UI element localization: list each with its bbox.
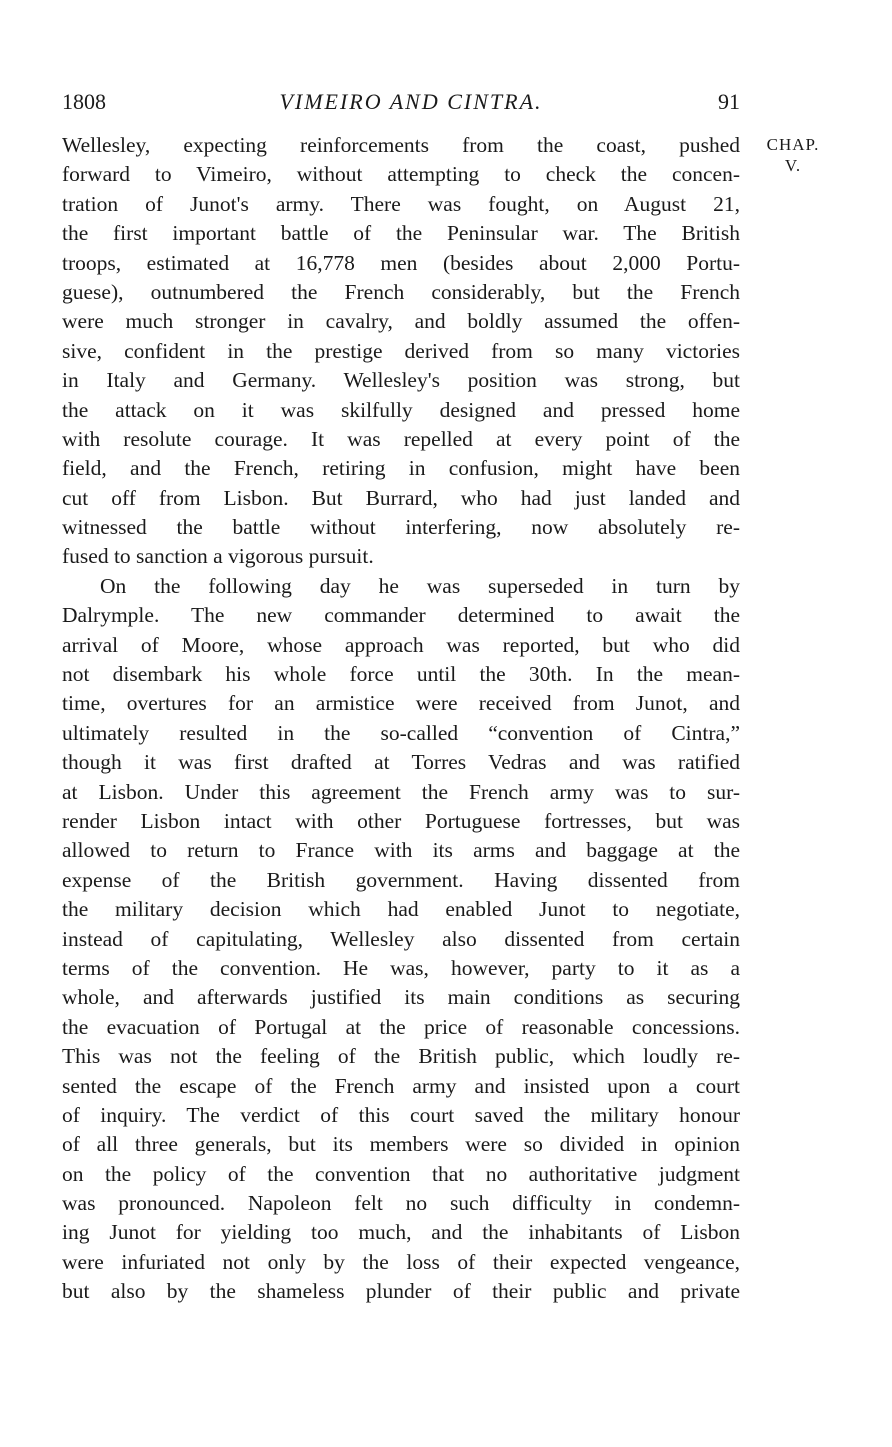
- running-head-year: 1808: [62, 89, 106, 114]
- text-line: allowed to return to France with its arms and baggage at the: [62, 838, 740, 863]
- text-line: arrival of Moore, whose approach was reported, but who did: [62, 632, 740, 657]
- text-line: with resolute courage. It was repelled at every point of the: [62, 426, 740, 451]
- text-line: terms of the convention. He was, however, party to it as a: [62, 955, 740, 980]
- text-line: expense of the British government. Having dissented from: [62, 867, 740, 892]
- text-line: though it was first drafted at Torres Vedras and was ratified: [62, 750, 740, 775]
- text-line: of all three generals, but its members were so divided in opinion: [62, 1132, 740, 1157]
- text-line: forward to Vimeiro, without attempting to check the concen-: [62, 162, 740, 187]
- text-line: This was not the feeling of the British public, which loudly re-: [62, 1044, 740, 1069]
- text-line: cut off from Lisbon. But Burrard, who had just landed and: [62, 485, 740, 510]
- text-line: was pronounced. Napoleon felt no such difficulty in condemn-: [62, 1191, 740, 1216]
- text-line: the evacuation of Portugal at the price of reasonable concessions.: [62, 1014, 740, 1039]
- margin-note-number: V.: [784, 156, 802, 175]
- text-line: at Lisbon. Under this agreement the French army was to sur-: [62, 779, 740, 804]
- chapter-margin-note: [758, 134, 828, 176]
- text-line: were infuriated not only by the loss of their expected vengeance,: [62, 1249, 740, 1274]
- text-line: sive, confident in the prestige derived from so many victories: [62, 338, 740, 363]
- text-line: the attack on it was skilfully designed and pressed home: [62, 397, 740, 422]
- text-line: render Lisbon intact with other Portuguese fortresses, but was: [62, 808, 740, 833]
- paragraph-first-line: On the following day he was superseded in turn by: [100, 573, 740, 598]
- text-line: whole, and afterwards justified its main conditions as securing: [62, 985, 740, 1010]
- text-line: ultimately resulted in the so-called “convention of Cintra,”: [62, 720, 740, 745]
- text-line: time, overtures for an armistice were received from Junot, and: [62, 691, 740, 716]
- text-line: instead of capitulating, Wellesley also dissented from certain: [62, 926, 740, 951]
- text-line: in Italy and Germany. Wellesley's position was strong, but: [62, 368, 740, 393]
- text-line: but also by the shameless plunder of their public and private: [62, 1279, 740, 1304]
- text-line: on the policy of the convention that no authoritative judgment: [62, 1161, 740, 1186]
- text-line: the first important battle of the Peninsular war. The British: [62, 221, 740, 246]
- text-line: were much stronger in cavalry, and boldly assumed the offen-: [62, 309, 740, 334]
- text-line: ing Junot for yielding too much, and the inhabitants of Lisbon: [62, 1220, 740, 1245]
- paragraph-last-line: fused to sanction a vigorous pursuit.: [62, 544, 374, 569]
- running-head: [62, 86, 740, 118]
- text-line: field, and the French, retiring in confusion, might have been: [62, 456, 740, 481]
- text-line: sented the escape of the French army and insisted upon a court: [62, 1073, 740, 1098]
- body-text: [62, 131, 740, 1307]
- text-line: of inquiry. The verdict of this court saved the military honour: [62, 1102, 740, 1127]
- text-line: witnessed the battle without interfering, now absolutely re-: [62, 515, 740, 540]
- text-line: tration of Junot's army. There was fought, on August 21,: [62, 191, 740, 216]
- margin-note-chap: CHAP.: [766, 135, 820, 154]
- text-line: Wellesley, expecting reinforcements from the coast, pushed: [62, 133, 740, 157]
- text-line: not disembark his whole force until the 30th. In the mean-: [62, 662, 740, 687]
- running-head-title: VIMEIRO AND CINTRA.: [279, 89, 543, 114]
- page-number: 91: [718, 89, 740, 114]
- text-line: the military decision which had enabled Junot to negotiate,: [62, 897, 740, 922]
- text-line: troops, estimated at 16,778 men (besides about 2,000 Portu-: [62, 250, 740, 275]
- text-line: guese), outnumbered the French considerably, but the French: [62, 279, 740, 304]
- text-line: Dalrymple. The new commander determined to await the: [62, 603, 740, 628]
